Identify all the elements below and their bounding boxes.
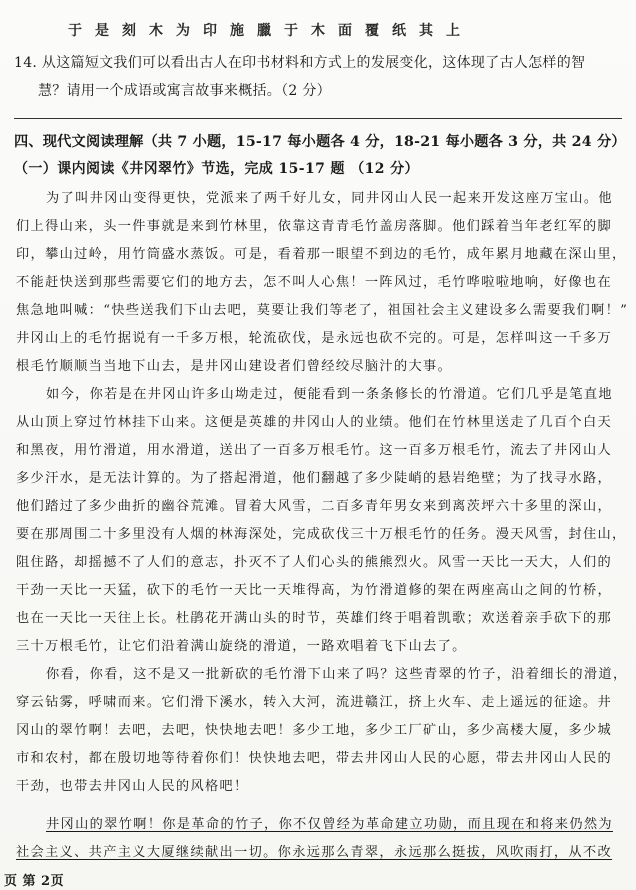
passage-line: 也在一天比一天往上长。杜鹃花开满山头的时节，英雄们终于唱着凯歌；欢送着亲手砍下的那 <box>16 611 613 626</box>
passage-line: 冈山的翠竹啊！去吧，去吧，快快地去吧！多少工地，多少工厂矿山，多少高楼大厦，多少城 <box>16 723 613 738</box>
passage-line: 三十万根毛竹，让它们沿着满山旋绕的滑道，一路欢唱着飞下山去了。 <box>16 639 467 654</box>
passage-line-underlined: 社会主义、共产主义大厦继续献出一切。你永远那么青翠，永远那么挺拔，风吹雨打，从不改 <box>16 845 613 860</box>
passage-line: 印，攀山过岭，用竹筒盛水蒸饭。可是，看着那一眼望不到边的毛竹，成年累月地藏在深山里， <box>16 247 627 262</box>
passage-line: 井冈山上的毛竹据说有一千多万根，轮流砍伐，是永远也砍不完的。可是，怎样叫这一千多万 <box>16 331 613 346</box>
section-title: 四、现代文阅读理解（共 7 小题，15-17 每小题各 4 分，18-21 每小题各 3 分，共 24 分） <box>14 134 626 150</box>
passage-line: 从山顶上穿过竹林挂下山来。这便是英雄的井冈山人的业绩。他们在竹林里送走了几百个白天 <box>16 415 613 430</box>
passage-line: 干劲一天比一天猛，砍下的毛竹一天比一天堆得高，为竹滑道修的架在两座高山之间的竹桥， <box>16 583 613 598</box>
passage-line: 你看，你看，这不是又一批新砍的毛竹滑下山来了吗？这些青翠的竹子，沿着细长的滑道， <box>46 667 628 682</box>
passage-line: 穿云钻雾，呼啸而来。它们滑下溪水，转入大河，流进赣江，挤上火车、走上遥远的征途。井 <box>16 695 613 710</box>
passage-line: 和黑夜，用竹滑道，用水滑道，送出了一百多万根毛竹。这一百多万根毛竹，流去了井冈山人 <box>16 443 613 458</box>
question-14-line-1: 14. 从这篇短文我们可以看出古人在印书材料和方式上的发展变化，这体现了古人怎样的智 <box>14 55 586 71</box>
page-top-line: 于是刻木为印施臘于木面覆纸其上 <box>68 23 473 39</box>
page-footer: 页 第 2页 <box>4 874 65 889</box>
passage-line: 他们踏过了多少曲折的幽谷荒滩。冒着大风雪，二百多青年男女来到离茨坪六十多里的深山， <box>16 499 613 514</box>
section-divider <box>14 118 622 119</box>
passage-line: 阻住路，却摇撼不了人们的意志，扑灭不了人们心头的熊熊烈火。风雪一天比一天大，人们的 <box>16 555 613 570</box>
passage-line: 多少汗水，是无法计算的。为了搭起滑道，他们翻越了多少陡峭的悬岩绝壁；为了找寻水路， <box>16 471 613 486</box>
passage-line: 不能赶快送到那些需要它们的地方去，怎不叫人心焦！一阵风过，毛竹哗啦啦地响，好像也在 <box>16 275 613 290</box>
passage-line: 们上得山来，头一件事就是来到竹林里，依靠这青青毛竹盖房落脚。他们踩着当年老红军的脚 <box>16 219 613 234</box>
question-14-line-2: 慧？请用一个成语或寓言故事来概括。（2 分） <box>38 83 331 99</box>
passage-line: 为了叫井冈山变得更快，党派来了两千好儿女，同井冈山人民一起来开发这座万宝山。他 <box>46 191 613 206</box>
passage-line-underlined: 井冈山的翠竹啊！你是革命的竹子，你不仅曾经为革命建立功勋，而且现在和将来仍然为 <box>46 817 613 832</box>
subsection-title: （一）课内阅读《井冈翠竹》节选，完成 15-17 题 （12 分） <box>14 161 419 177</box>
passage-line: 如今，你若是在井冈山许多山坳走过，便能看到一条条修长的竹滑道。它们几乎是笔直地 <box>46 387 613 402</box>
passage-line: 焦急地叫喊：“快些送我们下山去吧，莫要让我们等老了，祖国社会主义建设多么需要我们啊！” <box>16 303 629 318</box>
passage-line: 根毛竹顺顺当当地下山去，是井冈山建设者们曾经绞尽脑汁的大事。 <box>16 359 453 374</box>
passage-line: 要在那周围二十多里没有人烟的林海深处，完成砍伐三十万根毛竹的任务。漫天风雪，封住山， <box>16 527 627 542</box>
passage-line: 干劲，也带去井冈山人民的风格吧！ <box>16 779 249 794</box>
passage-line: 市和农村，都在殷切地等待着你们！快快地去吧，带去井冈山人民的心愿，带去井冈山人民的 <box>16 751 613 766</box>
